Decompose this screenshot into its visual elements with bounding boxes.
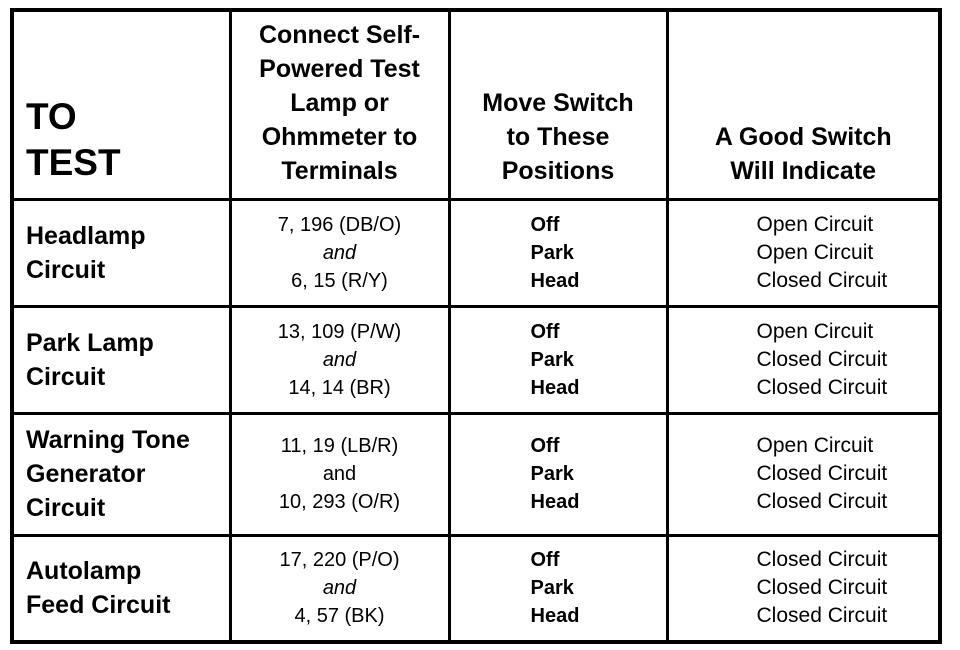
switch-test-table — [10, 8, 942, 644]
test-name: Autolamp Feed Circuit — [12, 535, 230, 642]
positions: Off Park Head — [449, 199, 667, 306]
terminals: 7, 196 (DB/O) and 6, 15 (R/Y) — [230, 199, 449, 306]
test-name: Park Lamp Circuit — [12, 306, 230, 413]
indications: Open Circuit Open Circuit Closed Circuit — [667, 199, 940, 306]
header-connect-terminals: Connect Self- Powered Test Lamp or Ohmmeter to Terminals — [230, 10, 449, 199]
table-row — [12, 535, 940, 642]
header-switch-positions: Move Switch to These Positions — [449, 10, 667, 199]
indications: Open Circuit Closed Circuit Closed Circuit — [667, 413, 940, 535]
table-row — [12, 199, 940, 306]
positions: Off Park Head — [449, 535, 667, 642]
test-name: Headlamp Circuit — [12, 199, 230, 306]
positions: Off Park Head — [449, 306, 667, 413]
header-good-switch: A Good Switch Will Indicate — [667, 10, 940, 199]
test-name: Warning Tone Generator Circuit — [12, 413, 230, 535]
terminals: 11, 19 (LB/R) and 10, 293 (O/R) — [230, 413, 449, 535]
header-row — [12, 10, 940, 199]
indications: Closed Circuit Closed Circuit Closed Circuit — [667, 535, 940, 642]
indications: Open Circuit Closed Circuit Closed Circuit — [667, 306, 940, 413]
header-to-test: TO TEST — [12, 10, 230, 199]
terminals: 17, 220 (P/O) and 4, 57 (BK) — [230, 535, 449, 642]
table-row — [12, 306, 940, 413]
positions: Off Park Head — [449, 413, 667, 535]
table-row — [12, 413, 940, 535]
terminals: 13, 109 (P/W) and 14, 14 (BR) — [230, 306, 449, 413]
